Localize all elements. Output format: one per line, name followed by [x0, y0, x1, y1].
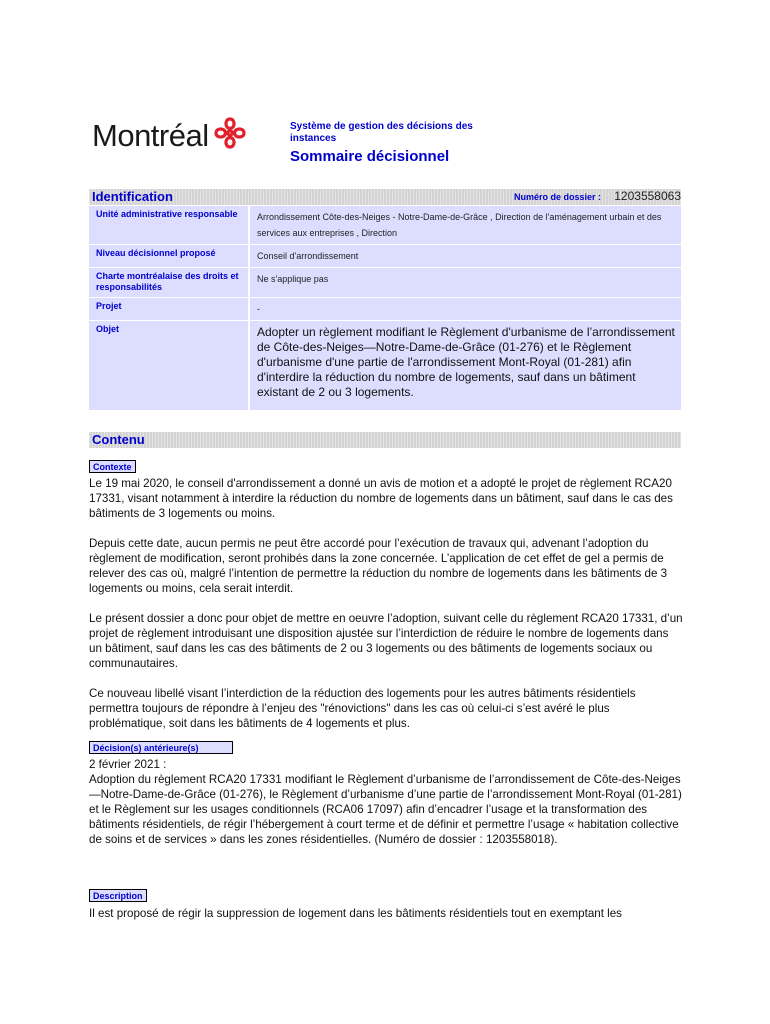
system-title: Système de gestion des décisions des instances [290, 121, 473, 144]
contexte-paragraph-1: Le 19 mai 2020, le conseil d'arrondissement a donné un avis de motion et a adopté le projet de règlement RCA20 17331, visant notamment à interdire la réduction du nombre de logements dans un bâtiment, sauf dans le cas des bâtiments de 3 logements ou moins. [89, 477, 673, 520]
dossier-label: Numéro de dossier : [513, 192, 601, 202]
identification-header-band [89, 189, 681, 205]
row-value-objet: Adopter un règlement modifiant le Règlement d'urbanisme de l’arrondissement de Côte-des-Neiges—Notre-Dame-de-Grâce (01-276) et le Règlement d'urbanisme d'une partie de l'arrondissement Mont-Royal (01-281) afin d'interdire la réduction du nombre de logements, sauf dans un bâtiment existant de 2 ou 3 logements. [249, 321, 681, 411]
contexte-paragraph-4: Ce nouveau libellé visant l’interdiction de la réduction des logements pour les autres bâtiments résidentiels permettra toujours de répondre à l’enjeu des "rénovictions" dans les cas où celui-ci s’est avéré le plus problématique, soit dans les bâtiments de 4 logements et plus. [89, 687, 636, 730]
row-value-charte: Ne s'applique pas [249, 268, 681, 298]
contexte-label: Contexte [89, 460, 136, 473]
document-title: Sommaire décisionnel [290, 148, 450, 165]
row-label-projet: Projet [89, 298, 249, 321]
table-row [89, 268, 681, 298]
row-value-projet: - [249, 298, 681, 321]
table-row [89, 245, 681, 268]
row-value-niveau: Conseil d'arrondissement [249, 245, 681, 268]
row-label-charte: Charte montréalaise des droits et responsabilités [89, 268, 249, 298]
row-label-unite: Unité administrative responsable [89, 206, 249, 245]
dossier-number: 1203558063 [614, 189, 681, 203]
description-label: Description [89, 889, 147, 902]
row-label-objet: Objet [89, 321, 249, 411]
montreal-logo [92, 116, 247, 155]
contenu-header-band [89, 432, 681, 448]
montreal-rosette-logo-icon [213, 116, 247, 155]
contexte-paragraph-2: Depuis cette date, aucun permis ne peut être accordé pour l’exécution de travaux qui, advenant l’adoption du règlement de modification, seront prohibés dans la zone concernée. L’application de cet effet de gel a permis de relever des cas où, malgré l’intention de permettre la réduction du nombre de logements dans les bâtiments de 3 logements ou moins, cela serait interdit. [89, 537, 668, 595]
row-label-niveau: Niveau décisionnel proposé [89, 245, 249, 268]
decisions-date: 2 février 2021 : [89, 758, 167, 771]
contexte-text [89, 476, 684, 746]
logo-text: Montréal [92, 117, 209, 153]
row-value-unite: Arrondissement Côte-des-Neiges - Notre-Dame-de-Grâce , Direction de l'aménagement urbain et des services aux entreprises , Direction [249, 206, 681, 245]
decisions-text [89, 757, 684, 847]
decisions-body: Adoption du règlement RCA20 17331 modifiant le Règlement d’urbanisme de l’arrondissement de Côte-des-Neiges—Notre-Dame-de-Grâce (01-276), le Règlement d’urbanisme d’une partie de l’arrondissement Mont-Royal (01-281) et le Règlement sur les usages conditionnels (RCA06 17097) afin d’encadrer l’usage et la transformation des bâtiments résidentiels, de régir l’hébergement à court terme et de définir et permettre l’usage « habitation collective de soins et de services » dans les zones résidentielles. (Numéro de dossier : 1203558018). [89, 773, 682, 846]
identification-title: Identification [92, 189, 173, 204]
contexte-paragraph-3: Le présent dossier a donc pour objet de mettre en oeuvre l’adoption, suivant celle du règlement RCA20 17331, d’un projet de règlement introduisant une disposition ajustée sur l’interdiction de réduire le nombre de logements dans un bâtiment, sauf dans les cas des bâtiments de 2 ou 3 logements ou des bâtiments de logements sociaux ou communautaires. [89, 612, 683, 670]
system-header [290, 121, 490, 165]
table-row [89, 206, 681, 245]
description-text: Il est proposé de régir la suppression de logement dans les bâtiments résidentiels tout en exemptant les [89, 907, 622, 920]
identification-table [89, 206, 681, 411]
table-row [89, 298, 681, 321]
contenu-title: Contenu [92, 432, 145, 447]
decisions-anterieures-label: Décision(s) antérieure(s) [89, 741, 233, 754]
table-row [89, 321, 681, 411]
